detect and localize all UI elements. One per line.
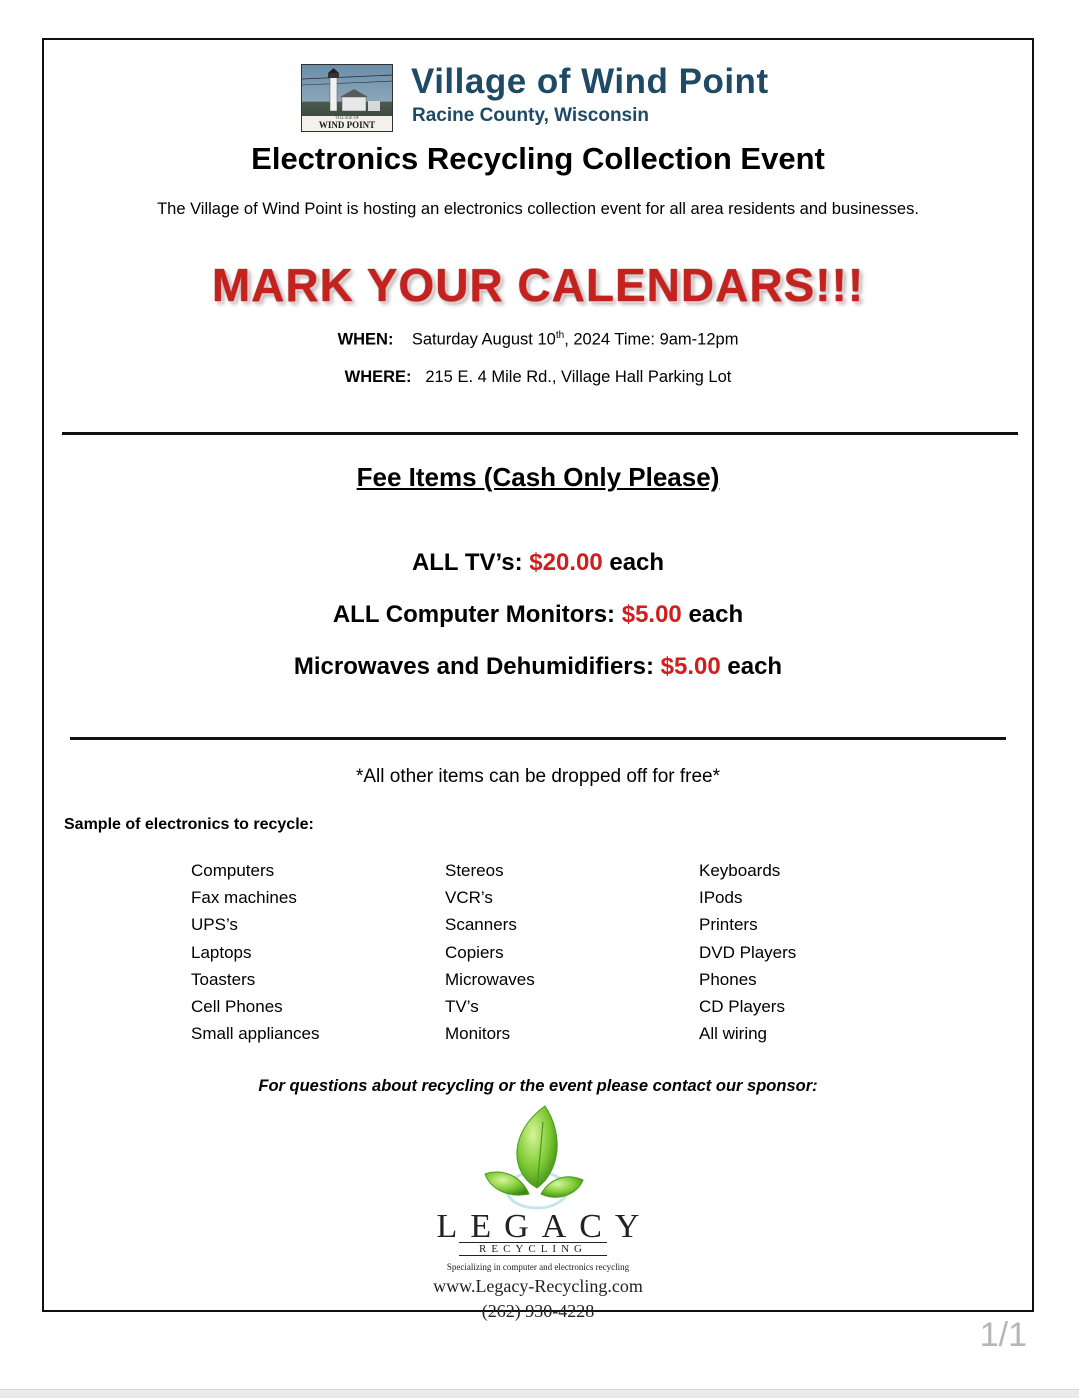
fee-item-price: $5.00 bbox=[660, 653, 721, 680]
sponsor-tagline: Specializing in computer and electronics recycling bbox=[446, 1262, 630, 1272]
event-title: Electronics Recycling Collection Event bbox=[251, 141, 825, 176]
event-intro: The Village of Wind Point is hosting an electronics collection event for all area residents and businesses. bbox=[157, 200, 919, 218]
fee-item-suffix: each bbox=[688, 601, 744, 628]
page-indicator: 1/1 bbox=[979, 1316, 1027, 1354]
list-item: IPods bbox=[699, 888, 743, 908]
list-item: Printers bbox=[699, 915, 758, 935]
flyer-document bbox=[42, 38, 1034, 1321]
logo-caption-text: WIND POINT bbox=[318, 120, 376, 130]
list-item: Toasters bbox=[191, 969, 256, 989]
sample-heading: Sample of electronics to recycle: bbox=[64, 816, 314, 833]
fee-item-suffix: each bbox=[609, 549, 665, 576]
when-time: , 2024 Time: 9am-12pm bbox=[564, 330, 739, 349]
logo-caption-small: VILLAGE OF bbox=[335, 115, 359, 120]
list-item: Fax machines bbox=[191, 888, 297, 908]
list-item: VCR’s bbox=[445, 888, 493, 908]
where-value: 215 E. 4 Mile Rd., Village Hall Parking Lot bbox=[425, 368, 732, 386]
logo-caption bbox=[302, 116, 392, 131]
fee-item bbox=[44, 653, 1032, 681]
electronics-column-1 bbox=[191, 857, 320, 1047]
fee-item-price: $5.00 bbox=[621, 601, 682, 628]
fee-item-price: $20.00 bbox=[529, 549, 603, 576]
list-item: Scanners bbox=[445, 915, 517, 935]
lighthouse-icon bbox=[302, 65, 393, 119]
list-item: Copiers bbox=[445, 942, 504, 962]
list-item: Monitors bbox=[445, 1024, 511, 1044]
village-logo-image bbox=[301, 64, 393, 132]
section-divider-thin bbox=[70, 737, 1006, 740]
viewer-bottom-bar bbox=[0, 1389, 1079, 1398]
list-item: UPS’s bbox=[191, 915, 238, 935]
sponsor-phone: (262) 930-4228 bbox=[481, 1301, 595, 1321]
list-item: TV’s bbox=[445, 997, 479, 1017]
list-item: DVD Players bbox=[699, 942, 797, 962]
village-title: Village of Wind Point bbox=[411, 62, 769, 101]
contact-note: For questions about recycling or the event please contact our sponsor: bbox=[258, 1077, 818, 1095]
sponsor-name: LEGACY bbox=[436, 1208, 653, 1245]
village-subtitle: Racine County, Wisconsin bbox=[412, 105, 650, 126]
list-item: Computers bbox=[191, 861, 275, 880]
fee-item-label: ALL Computer Monitors: bbox=[332, 601, 616, 628]
event-when bbox=[44, 330, 1032, 350]
list-item: Microwaves bbox=[445, 969, 535, 989]
list-item: Stereos bbox=[445, 861, 504, 880]
list-item: All wiring bbox=[699, 1024, 768, 1044]
fee-item-label: Microwaves and Dehumidifiers: bbox=[293, 653, 654, 680]
when-label: WHEN: bbox=[337, 330, 394, 349]
sponsor-subname: RECYCLING bbox=[459, 1242, 607, 1256]
list-item: Cell Phones bbox=[191, 997, 283, 1017]
electronics-column-2 bbox=[445, 857, 535, 1047]
when-date-suffix: th bbox=[555, 330, 565, 341]
free-items-note: *All other items can be dropped off for free* bbox=[355, 766, 721, 787]
mark-calendars-headline: MARK YOUR CALENDARS!!! bbox=[211, 259, 865, 311]
sponsor-website: www.Legacy-Recycling.com bbox=[433, 1276, 643, 1296]
fee-item-label: ALL TV’s: bbox=[411, 549, 523, 576]
fee-item-suffix: each bbox=[727, 653, 783, 680]
fee-item bbox=[44, 601, 1032, 629]
list-item: Keyboards bbox=[699, 861, 781, 880]
section-divider bbox=[62, 432, 1018, 435]
list-item: Small appliances bbox=[191, 1024, 320, 1044]
list-item: CD Players bbox=[699, 997, 785, 1017]
green-leaves-icon bbox=[479, 1102, 589, 1212]
list-item: Laptops bbox=[191, 942, 252, 962]
fee-items-heading: Fee Items (Cash Only Please) bbox=[356, 462, 720, 492]
where-label: WHERE: bbox=[344, 368, 412, 386]
event-where bbox=[44, 368, 1032, 387]
list-item: Phones bbox=[699, 969, 757, 989]
fee-item bbox=[44, 549, 1032, 577]
electronics-column-3 bbox=[699, 857, 796, 1047]
when-date: Saturday August 10 bbox=[411, 330, 556, 349]
